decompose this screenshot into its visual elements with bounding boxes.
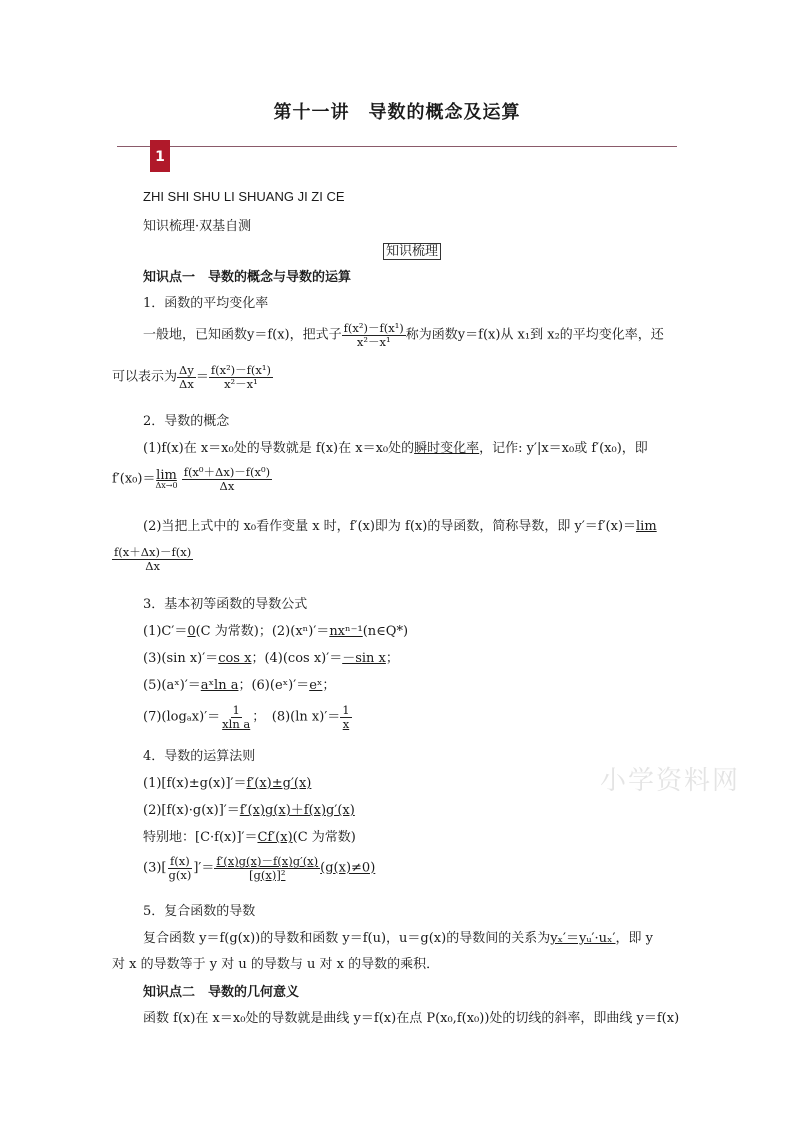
subheading-2: 2．导数的概念 [143, 414, 230, 429]
fraction-denominator: Δx [145, 558, 161, 573]
text: ]′＝ [193, 860, 215, 876]
fraction-denominator: x²－x¹ [356, 334, 391, 349]
text: ； [322, 678, 336, 693]
derivative-def-line-2 [112, 466, 272, 492]
answer: yₓ′＝yᵤ′·uₓ′ [550, 931, 616, 946]
limit [155, 469, 177, 490]
fraction-denominator: xln a [222, 716, 251, 731]
derivative-function-fraction [112, 546, 193, 572]
fraction-numerator: f(x⁰＋Δx)－f(x⁰) [183, 465, 271, 479]
answer: eˣ [309, 678, 323, 693]
quotient-fraction [167, 855, 194, 881]
answer: nxⁿ⁻¹ [329, 624, 363, 639]
lim-subscript: Δx→0 [155, 480, 178, 490]
underlined-answer: 瞬时变化率 [414, 441, 480, 456]
fraction-numerator: f(x²)－f(x¹) [210, 363, 271, 377]
geometric-meaning-line: 函数 f(x)在 x＝x₀处的导数就是曲线 y＝f(x)在点 P(x₀,f(x₀))处的切线的斜率，即曲线 y＝f(x) [143, 1011, 680, 1026]
text: (7)(logₐx)′＝ [143, 709, 221, 725]
watermark: 小学资料网 [600, 766, 741, 796]
fraction-denominator: Δx [219, 478, 235, 493]
text: ； (8)(ln x)′＝ [252, 709, 341, 725]
fraction-numerator: Δy [179, 363, 194, 377]
fraction-denominator: [g(x)]² [249, 867, 286, 882]
fraction [112, 546, 193, 572]
fraction-denominator: Δx [179, 376, 194, 391]
log-derivative-fraction [220, 704, 252, 730]
text: (3)[ [143, 860, 167, 876]
quotient-rule-answer [214, 855, 320, 881]
equals: ＝ [195, 369, 209, 385]
text: f′(x₀)＝ [112, 471, 156, 487]
fraction-denominator: g(x) [168, 867, 192, 882]
fraction-numerator: f(x²)－f(x¹) [343, 321, 404, 335]
avg-rate-line-2 [112, 364, 273, 390]
avg-rate-text-b: 称为函数y＝f(x)从 x₁到 x₂的平均变化率，还 [405, 327, 664, 343]
fraction-denominator: x²－x¹ [224, 376, 258, 391]
subheading-1: 1．函数的平均变化率 [143, 296, 269, 311]
boxed-label: 知识梳理 [383, 243, 441, 260]
answer: f′(x)±g′(x) [246, 776, 312, 791]
lim-text: lim [156, 467, 177, 483]
fraction-numerator: 1 [342, 703, 350, 717]
header-divider [117, 146, 677, 147]
text: (1)f(x)在 x＝x₀处的导数就是 f(x)在 x＝x₀处的 [143, 441, 415, 456]
text: (C 为常数)；(2)(xⁿ)′＝ [195, 624, 330, 639]
derivative-function-line [143, 515, 657, 534]
text: 特别地：[C·f(x)]′＝ [143, 830, 258, 845]
fraction-numerator: f(x＋Δx)－f(x) [114, 545, 192, 559]
rule-line-2 [143, 799, 355, 818]
fraction-numerator: 1 [232, 703, 240, 717]
composite-line-2: 对 x 的导数等于 y 对 u 的导数与 u 对 x 的导数的乘积． [112, 957, 440, 972]
composite-line-1 [143, 927, 653, 946]
rule-special [143, 826, 356, 845]
text: ，即 y [615, 931, 653, 946]
avg-rate-line-1 [143, 322, 664, 348]
text: (1)C′＝ [143, 624, 188, 639]
answer: Cf′(x) [257, 830, 293, 845]
avg-rate-text-a: 一般地，已知函数y＝f(x)，把式子 [143, 327, 342, 343]
text: 复合函数 y＝f(g(x))的导数和函数 y＝f(u)，u＝g(x)的导数间的关系为 [143, 931, 551, 946]
delta-fraction [177, 364, 196, 390]
text: (5)(aˣ)′＝ [143, 678, 201, 693]
answer: cos x [218, 651, 252, 666]
avg-rate-fraction-2 [209, 364, 273, 390]
subheading-3: 3．基本初等函数的导数公式 [143, 597, 308, 612]
fraction-numerator: f(x) [170, 854, 190, 868]
text: ，记作: y′|x＝x₀或 f′(x₀)，即 [479, 441, 648, 456]
limit-fraction [182, 466, 272, 492]
knowledge-point-2-heading: 知识点二 导数的几何意义 [143, 985, 300, 1000]
avg-rate-fraction [342, 322, 406, 348]
text: (n∈Q*) [362, 624, 409, 639]
text: ； [385, 651, 399, 666]
subheading-5: 5．复合函数的导数 [143, 904, 256, 919]
page-title: 第十一讲 导数的概念及运算 [273, 102, 521, 123]
rule-line-1 [143, 772, 311, 791]
pinyin-heading: ZHI SHI SHU LI SHUANG JI ZI CE [143, 189, 345, 204]
answer: aˣln a [200, 678, 239, 693]
answer: －sin x [342, 651, 386, 666]
formula-line-2 [143, 647, 399, 666]
rule-line-3 [143, 855, 375, 881]
fraction-numerator: f′(x)g(x)－f(x)g′(x) [216, 854, 319, 868]
formula-line-4 [143, 704, 352, 730]
knowledge-point-1-heading: 知识点一 导数的概念与导数的运算 [143, 270, 352, 285]
formula-line-1 [143, 620, 408, 639]
text: (2)当把上式中的 x₀看作变量 x 时，f′(x)即为 f(x)的导函数，简称导数，即 y′＝f′(x)＝ [143, 519, 637, 534]
text: ；(4)(cos x)′＝ [251, 651, 343, 666]
section-badge: 1 [150, 140, 170, 172]
text: (2)[f(x)·g(x)]′＝ [143, 803, 240, 818]
text: ；(6)(eˣ)′＝ [238, 678, 310, 693]
text: 可以表示为 [112, 369, 178, 385]
text: (1)[f(x)±g(x)]′＝ [143, 776, 247, 791]
lim-text: lim [636, 519, 657, 534]
ln-derivative-fraction [340, 704, 351, 730]
answer: f′(x)g(x)＋f(x)g′(x) [239, 803, 355, 818]
condition: (g(x)≠0) [320, 860, 376, 876]
derivative-def-line-1 [143, 437, 648, 456]
answer: 0 [187, 624, 196, 639]
fraction-denominator: x [342, 716, 350, 731]
text: (3)(sin x)′＝ [143, 651, 219, 666]
section-subtitle: 知识梳理·双基自测 [143, 219, 252, 234]
text: (C 为常数) [292, 830, 356, 845]
formula-line-3 [143, 674, 335, 693]
subheading-4: 4．导数的运算法则 [143, 749, 256, 764]
